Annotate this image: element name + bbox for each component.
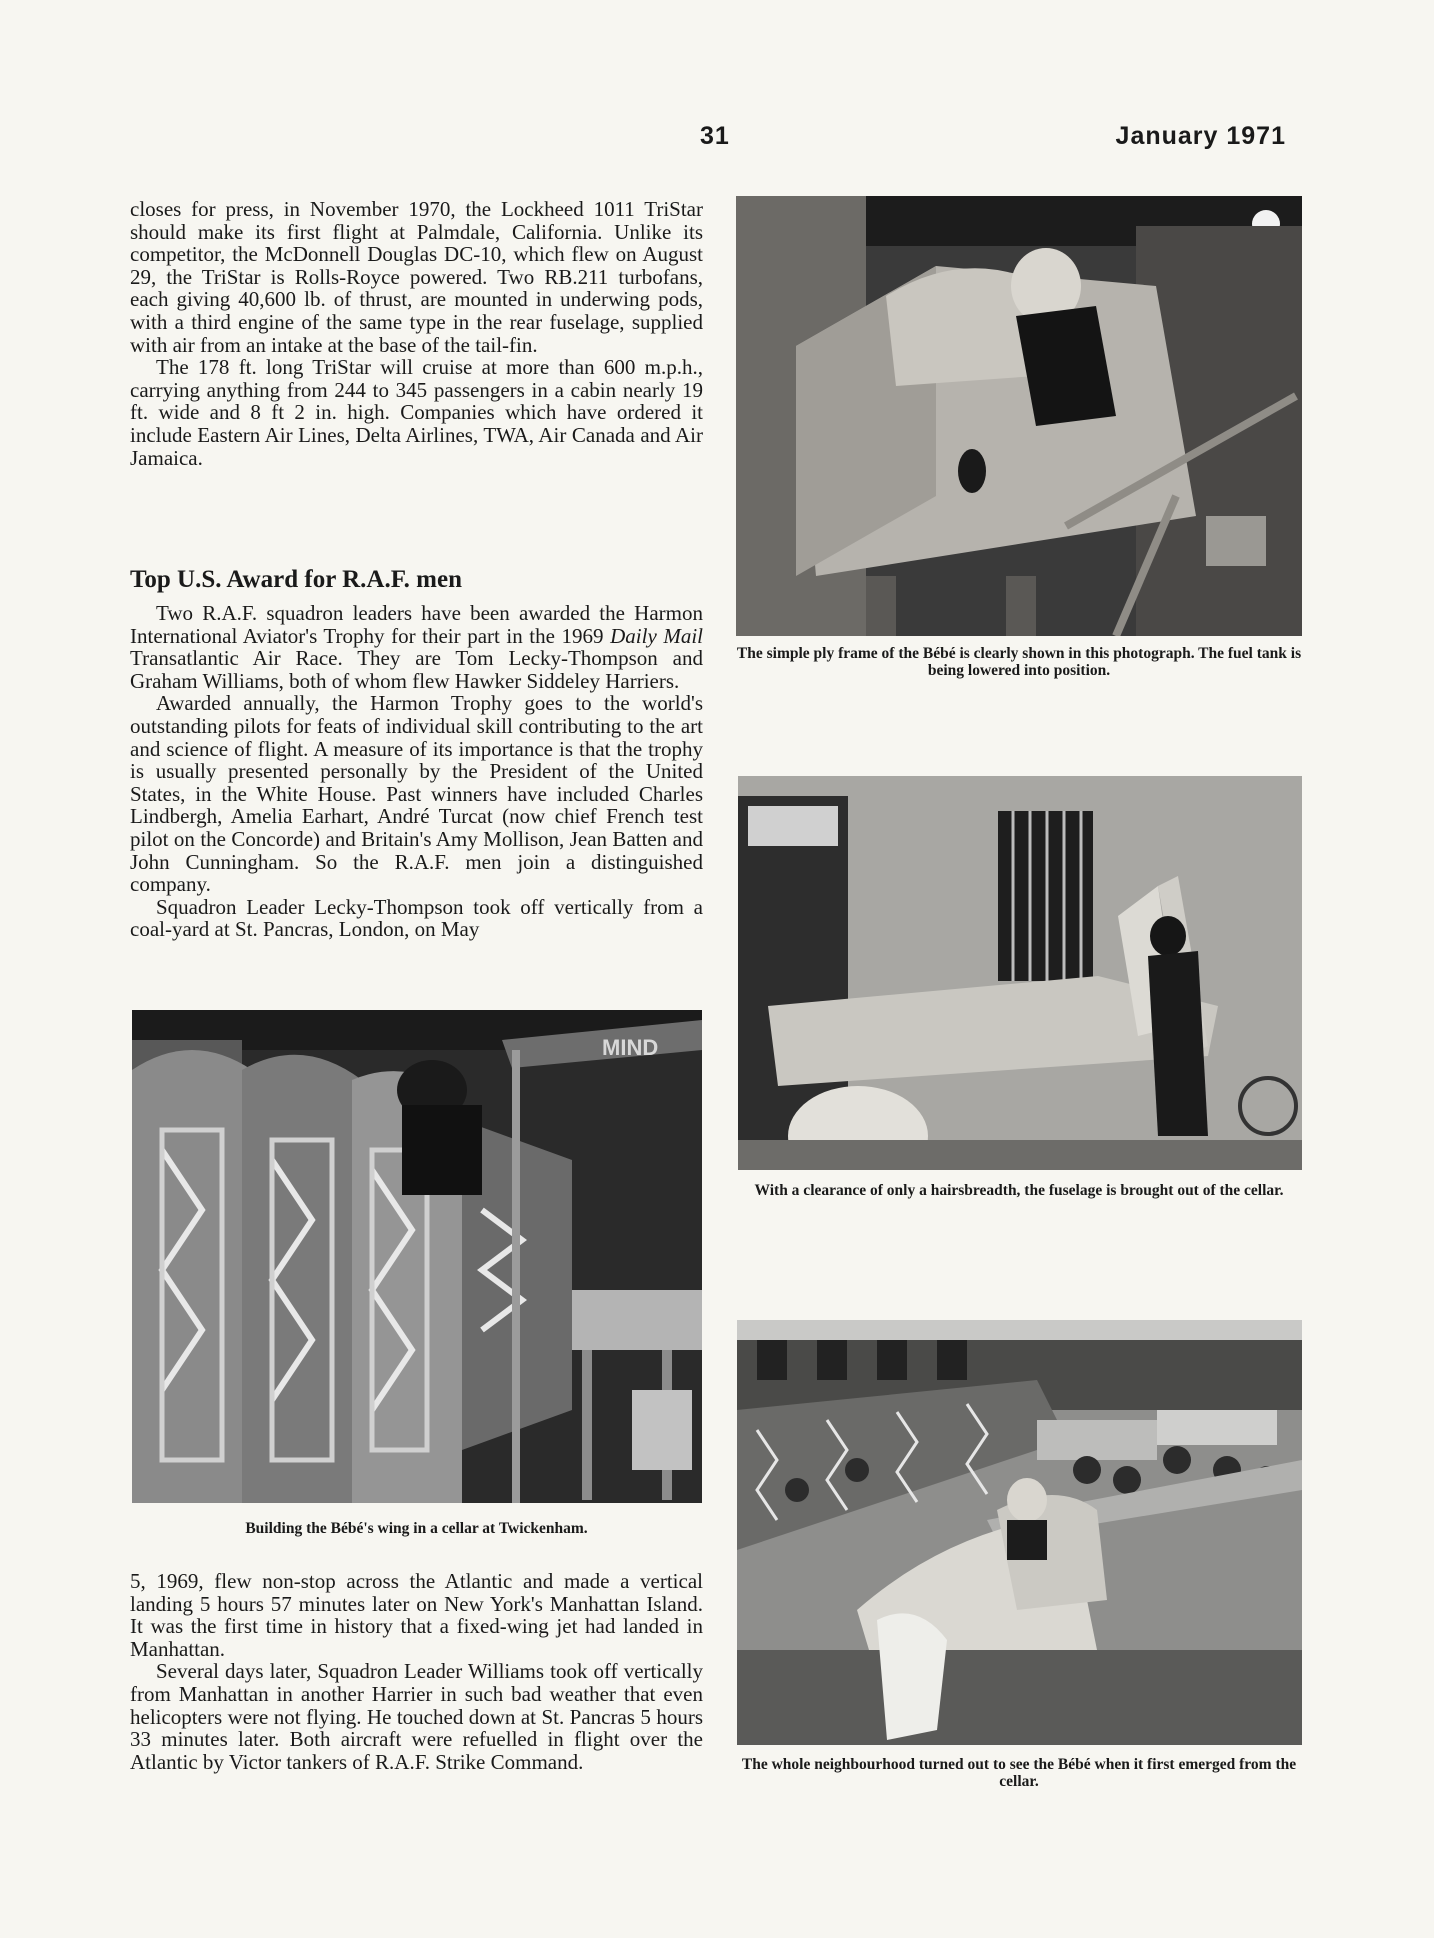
award-paragraph-5: Several days later, Squadron Leader Williams took off vertically from Manhattan in another Harrier in such bad weather that even helicopters were not flying. He touched down at St. Pancras 5 hours 33 minutes later. Both aircraft were refuelled in flight over the Atlantic by Victor tankers of R.A.F. Strike Command.: [130, 1659, 703, 1774]
award-paragraph-4: 5, 1969, flew non-stop across the Atlantic and made a vertical landing 5 hours 57 minutes later on New York's Manhattan Island. It was the first time in history that a fixed-wing jet had landed in Manhattan.: [130, 1569, 703, 1661]
fuselage-out-photo: [738, 776, 1302, 1170]
intro-paragraph-1: closes for press, in November 1970, the Lockheed 1011 TriStar should make its first flight at Palmdale, California. Unlike its competitor, the McDonnell Douglas DC-10, which flew on August 29, the TriStar is Rolls-Royce powered. Two RB.211 turbofans, each giving 40,600 lb. of thrust, are mounted in underwing pods, with a third engine of the same type in the rear fuselage, supplied with air from an intake at the base of the tail-fin.: [130, 197, 703, 357]
wing-cellar-photo: [132, 1010, 702, 1503]
award-paragraph-1: [130, 602, 703, 692]
article-heading: Top U.S. Award for R.A.F. men: [130, 566, 462, 593]
intro-text: [130, 198, 703, 469]
award-article: [130, 566, 703, 941]
award-paragraph-3: Squadron Leader Lecky-Thompson took off vertically from a coal-yard at St. Pancras, London, on May: [130, 894, 703, 942]
award-paragraph-1-start: Two R.A.F. squadron leaders have been awarded the Harmon International Aviator's Trophy for their part in the 1969: [130, 601, 703, 648]
neighbourhood-caption: The whole neighbourhood turned out to see the Bébé when it first emerged from the cellar.: [741, 1756, 1297, 1790]
fuselage-out-caption: With a clearance of only a hairsbreadth, the fuselage is brought out of the cellar.: [754, 1182, 1284, 1199]
fuselage-out-caption-wrap: [736, 1182, 1302, 1199]
issue-date: January 1971: [1115, 122, 1286, 150]
newspaper-name: Daily Mail: [610, 623, 703, 648]
ply-frame-caption: The simple ply frame of the Bébé is clearly shown in this photograph. The fuel tank is being lowered into position.: [736, 645, 1302, 679]
wing-cellar-caption: Building the Bébé's wing in a cellar at Twickenham.: [245, 1520, 588, 1537]
award-paragraph-2: Awarded annually, the Harmon Trophy goes to the world's outstanding pilots for feats of individual skill contributing to the art and science of flight. A measure of its importance is that the trophy is usually presented personally by the President of the United States, in the White House. Past winners have included Charles Lindbergh, Amelia Earhart, André Turcat (now chief French test pilot on the Concorde) and Britain's Amy Mollison, Jean Batten and John Cunningham. So the R.A.F. men join a distinguished company.: [130, 691, 703, 897]
intro-paragraph-2: The 178 ft. long TriStar will cruise at more than 600 m.p.h., carrying anything from 244 to 345 passengers in a cabin nearly 19 ft. wide and 8 ft 2 in. high. Companies which have ordered it include Eastern Air Lines, Delta Airlines, TWA, Air Canada and Air Jamaica.: [130, 355, 703, 470]
mind-sign-text: MIND: [602, 1035, 659, 1060]
award-continuation: [130, 1570, 703, 1773]
neighbourhood-caption-wrap: [736, 1756, 1302, 1790]
wing-cellar-caption-wrap: [130, 1520, 703, 1537]
ply-frame-caption-wrap: [736, 645, 1302, 679]
award-paragraph-1-end: Transatlantic Air Race. They are Tom Lecky-Thompson and Graham Williams, both of whom flew Hawker Siddeley Harriers.: [130, 646, 703, 693]
ply-frame-photo: [736, 196, 1302, 636]
neighbourhood-photo: [737, 1320, 1302, 1745]
page-number: 31: [700, 122, 730, 150]
